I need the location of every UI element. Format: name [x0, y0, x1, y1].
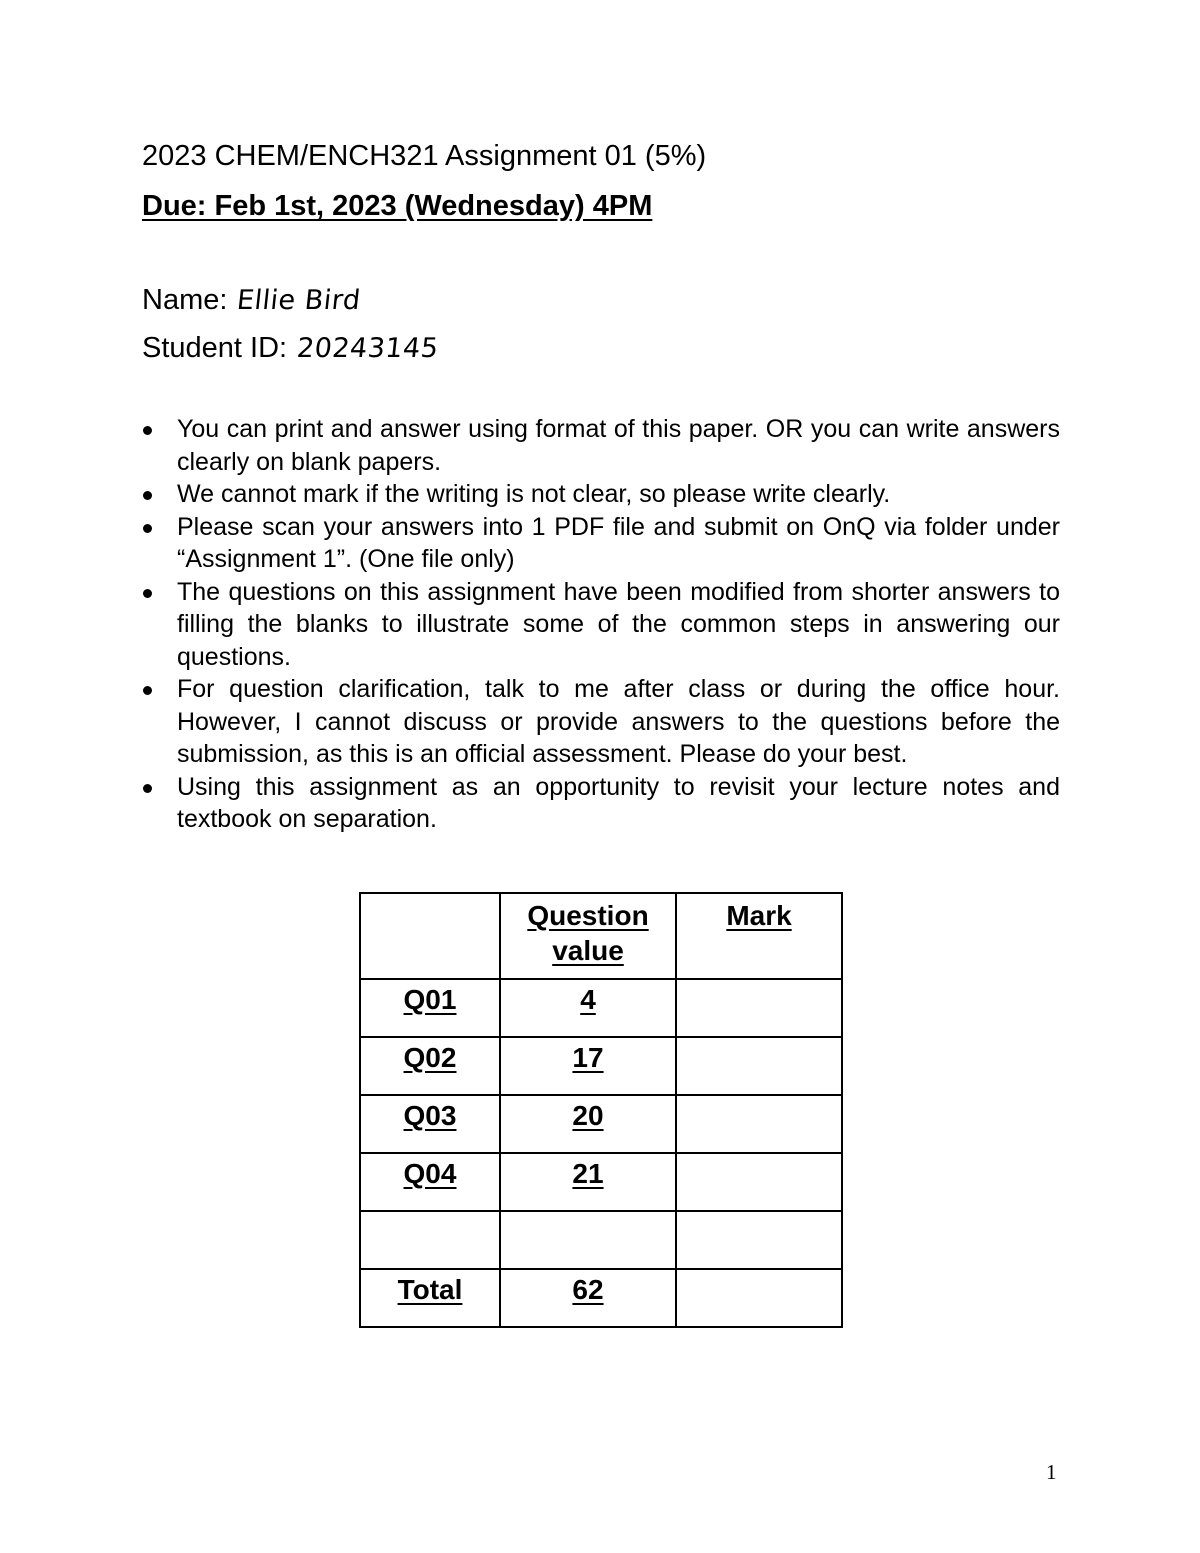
value-cell	[500, 979, 676, 1037]
value-cell	[500, 1211, 676, 1269]
question-cell	[360, 1095, 500, 1153]
total-value-cell	[500, 1269, 676, 1327]
value-cell	[500, 1095, 676, 1153]
table-row	[360, 1211, 842, 1269]
header-mark-text: Mark	[726, 900, 792, 931]
handwritten-student-id: 20243145	[295, 333, 441, 364]
instruction-item	[142, 673, 1060, 771]
value-cell	[500, 1037, 676, 1095]
instruction-item	[142, 478, 1060, 511]
instruction-text: We cannot mark if the writing is not clear, so please write clearly.	[177, 480, 891, 508]
question-cell	[360, 1153, 500, 1211]
question-label: Q02	[403, 1042, 457, 1073]
mark-cell	[676, 979, 842, 1037]
mark-cell	[676, 1037, 842, 1095]
student-id-label: Student ID:	[142, 332, 288, 364]
instruction-text: For question clarification, talk to me after class or during the office hour. However, I cannot discuss or provide answers to the questions before the submission, as this is an official assessment. Please do your best.	[177, 675, 1060, 768]
question-value: 20	[572, 1100, 604, 1131]
question-cell	[360, 979, 500, 1037]
instruction-text: The questions on this assignment have been modified from shorter answers to filling the blanks to illustrate some of the common steps in answering our questions.	[177, 577, 1060, 671]
name-label: Name:	[142, 284, 228, 316]
table-row	[360, 1153, 842, 1211]
value-cell	[500, 1153, 676, 1211]
instruction-text: Please scan your answers into 1 PDF file and submit on OnQ via folder under “Assignment 1”. (One file only)	[177, 512, 1060, 573]
header-question-value-text: Question value	[527, 900, 649, 966]
bullet-icon	[143, 686, 152, 695]
student-id-field	[142, 332, 439, 365]
marks-table	[359, 892, 843, 1328]
header-cell-mark	[676, 893, 842, 979]
instruction-item	[142, 413, 1060, 478]
mark-cell	[676, 1095, 842, 1153]
bullet-icon	[143, 784, 152, 793]
question-value: 17	[572, 1042, 604, 1073]
handwritten-name: Ellie Bird	[235, 285, 363, 316]
question-value: 21	[572, 1158, 604, 1189]
instruction-text: You can print and answer using format of this paper. OR you can write answers clearly on blank papers.	[177, 415, 1060, 476]
table-row-total	[360, 1269, 842, 1327]
table-row	[360, 1037, 842, 1095]
instruction-item	[142, 771, 1060, 836]
instruction-item	[142, 511, 1060, 576]
question-label: Q03	[403, 1100, 457, 1131]
bullet-icon	[143, 426, 152, 435]
page-number: 1	[1046, 1460, 1057, 1484]
bullet-icon	[143, 524, 152, 533]
mark-cell	[676, 1153, 842, 1211]
question-label: Q04	[403, 1158, 457, 1189]
assignment-title: 2023 CHEM/ENCH321 Assignment 01 (5%)	[142, 140, 707, 172]
question-label: Q01	[403, 984, 457, 1015]
question-cell	[360, 1037, 500, 1095]
mark-cell	[676, 1211, 842, 1269]
total-mark-cell	[676, 1269, 842, 1327]
instruction-item	[142, 576, 1060, 674]
header-cell-blank	[360, 893, 500, 979]
bullet-icon	[143, 491, 152, 500]
table-row	[360, 979, 842, 1037]
table-header-row	[360, 893, 842, 979]
bullet-icon	[143, 589, 152, 598]
total-value: 62	[572, 1274, 604, 1305]
due-date: Due: Feb 1st, 2023 (Wednesday) 4PM	[142, 190, 653, 222]
question-cell	[360, 1211, 500, 1269]
instructions-list	[142, 413, 1060, 836]
question-value: 4	[580, 984, 596, 1015]
student-name-field	[142, 284, 361, 317]
table-row	[360, 1095, 842, 1153]
header-cell-question-value	[500, 893, 676, 979]
total-label: Total	[397, 1274, 463, 1305]
instruction-text: Using this assignment as an opportunity to revisit your lecture notes and textbook on separation.	[177, 772, 1060, 833]
total-label-cell	[360, 1269, 500, 1327]
